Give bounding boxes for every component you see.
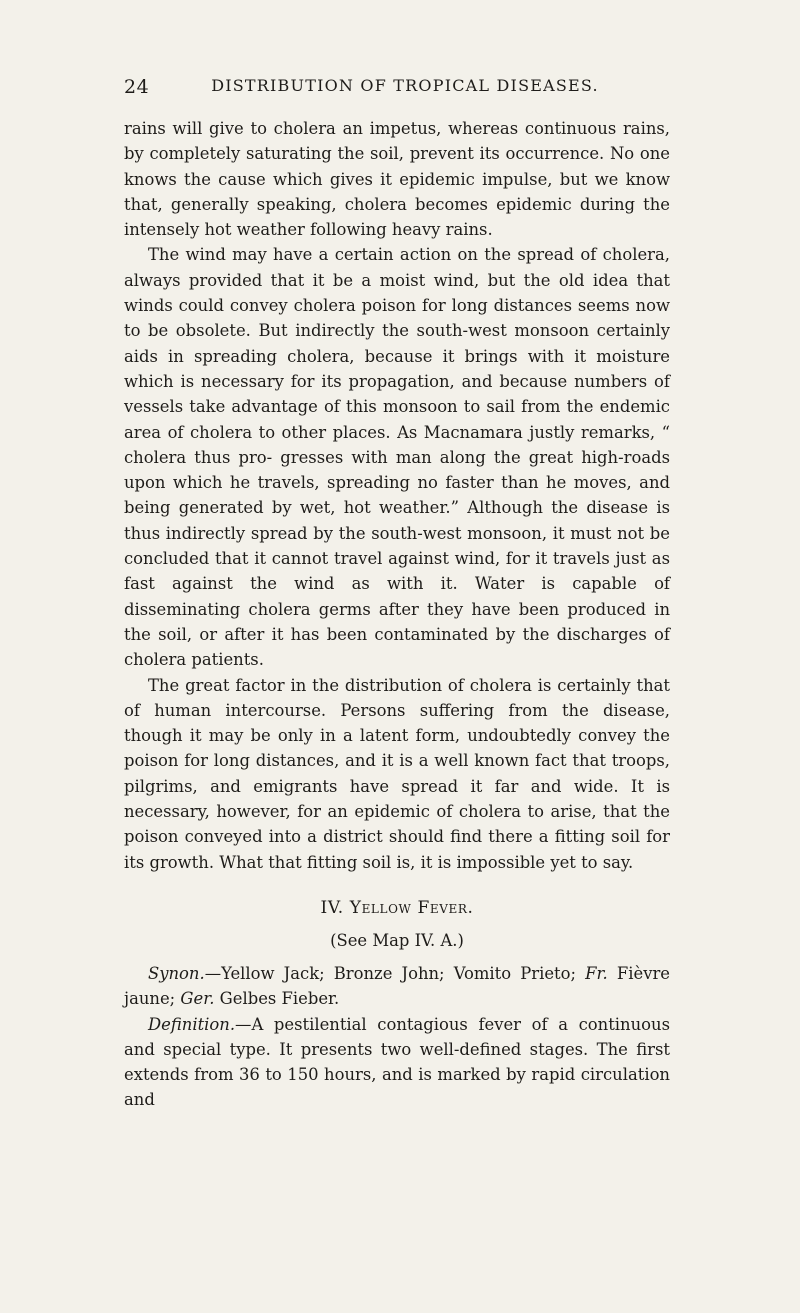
paragraph-continuation: rains will give to cholera an impetus, whereas continuous rains, by completely saturating the soil, prevent its occurrence. No one knows the cause which gives it epidemic impulse, but we know that, generally speaking, cholera becomes epidemic during the intensely hot weather following heavy rains. xyxy=(124,119,670,240)
section-heading: IV. Yellow Fever. xyxy=(320,897,474,918)
paragraph-human-intercourse: The great factor in the distribution of cholera is certainly that of human intercourse. Persons suffering from the disease, though it may be only in a latent form, undoubtedly convey the poison for long distances, and it is a well known fact that troops, pilgrims, and emigrants have spread it far and wide. It is necessary, however, for an epidemic of cholera to arise, that the poison conveyed into a district should find there a fitting soil for its growth. What that fitting soil is, it is impossible yet to say. xyxy=(124,675,670,872)
synonym-french: Fièvre jaune; xyxy=(124,963,670,1009)
paragraph-wind: The wind may have a certain action on the spread of cholera, always provided that it be a moist wind, but the old idea that winds could convey cholera poison for long distances seems now to be obsolete. But indirectly the south-west monsoon certainly aids in spreading cholera, because it brings with it moisture which is necessary for its propagation, and because numbers of vessels take advantage of this monsoon to sail from the endemic area of cholera to other places. As Macnamara justly remarks, “ cholera thus pro- gresses with man along the great high-roads upon which he travels, spreading no faster than he moves, and being generated by wet, hot weather.” Although the disease is thus indirectly spread by the south-west monsoon, it must not be concluded that it cannot travel against wind, for it travels just as fast against the wind as with it. Water is capable of disseminating cholera germs after they have been produced in the soil, or after it has been contaminated by the discharges of cholera patients. xyxy=(124,245,670,670)
synonyms-english: —Yellow Jack; Bronze John; Vomito Prieto; xyxy=(204,963,586,983)
definition-label: Definition. xyxy=(148,1014,236,1034)
definition-text: —A pestilential contagious fever of a continuous and special type. It presents two well-defined stages. The first extends from 36 to 150 hours, and is marked by rapid circulation and xyxy=(124,1014,670,1110)
running-header xyxy=(124,76,670,106)
body-text xyxy=(124,116,670,1113)
german-label: Ger. xyxy=(180,989,215,1009)
map-reference: (See Map IV. A.) xyxy=(330,930,464,950)
running-title: DISTRIBUTION OF TROPICAL DISEASES. xyxy=(211,76,599,95)
french-label: Fr. xyxy=(585,963,608,983)
paragraph-definition xyxy=(124,1012,670,1113)
paragraph-synonyms xyxy=(124,961,670,1012)
synonyms-label: Synon. xyxy=(148,963,205,983)
synonym-german: Gelbes Fieber. xyxy=(214,989,340,1009)
page-number: 24 xyxy=(124,76,150,98)
